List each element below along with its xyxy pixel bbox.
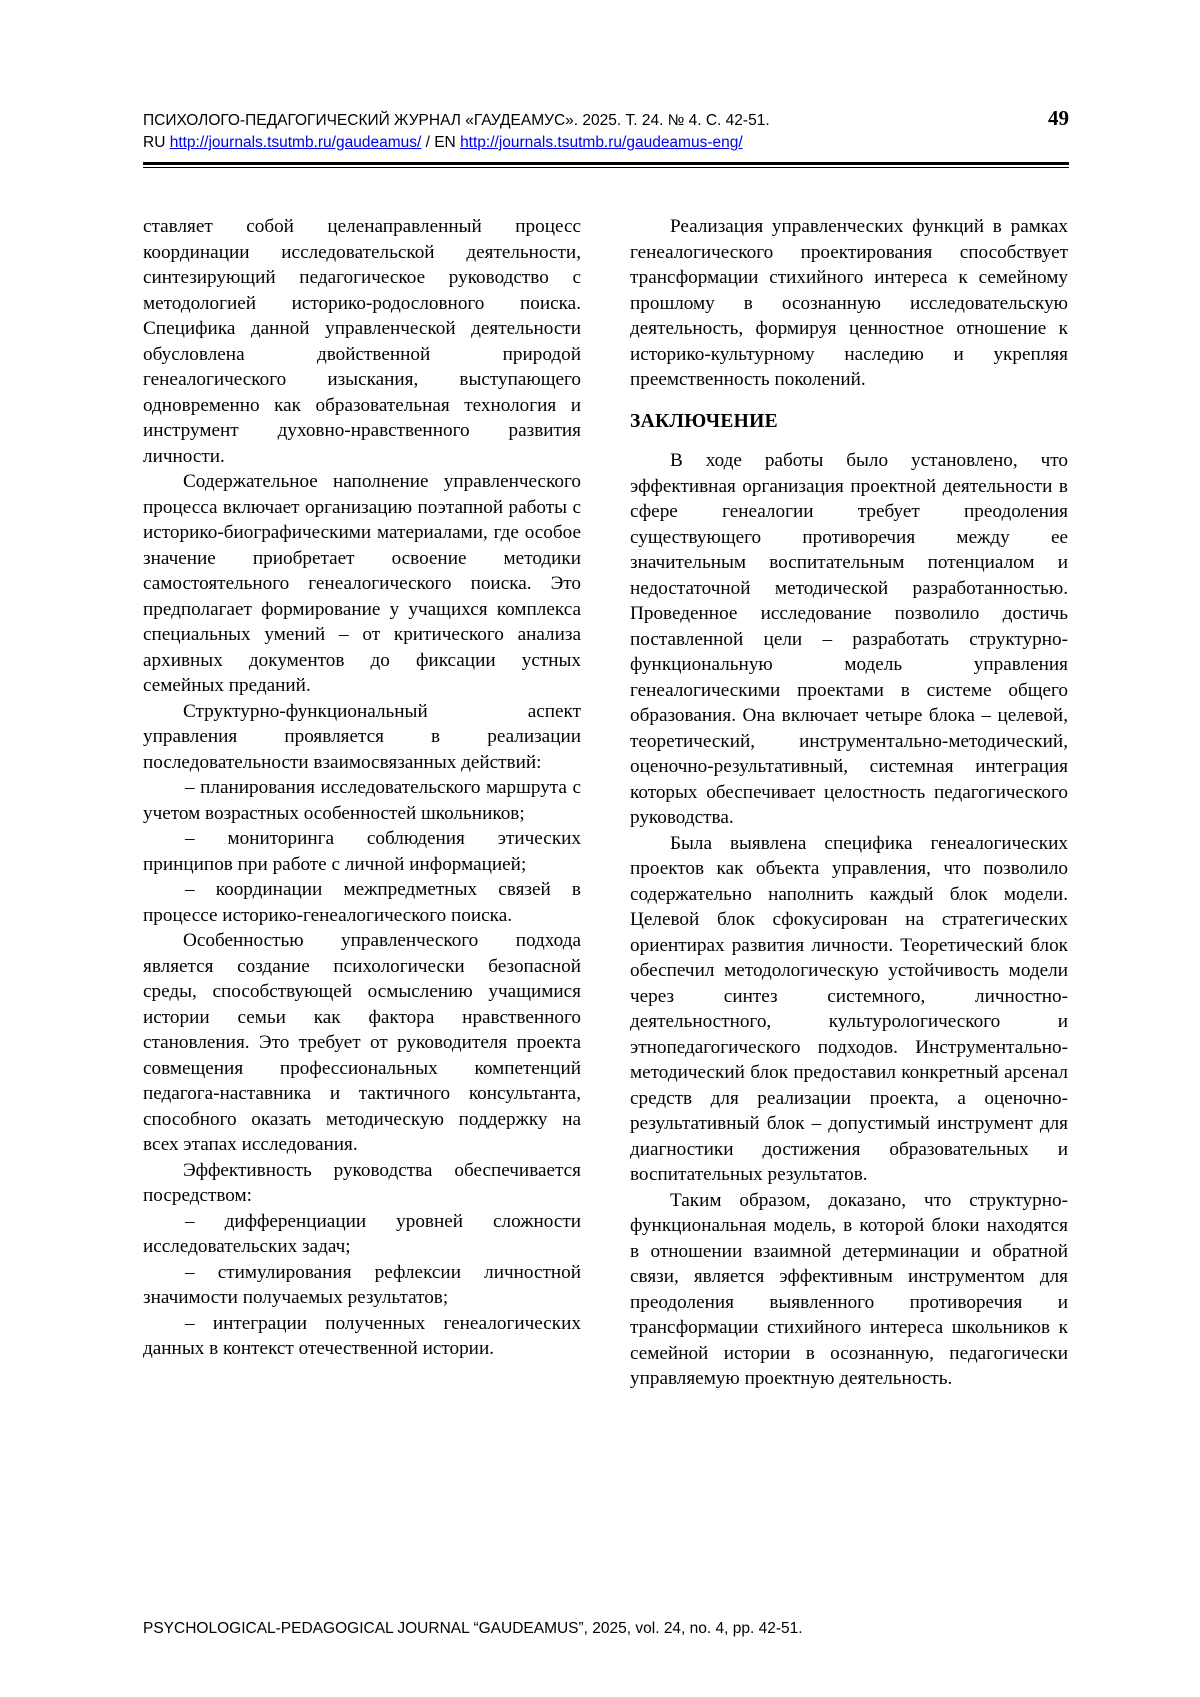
paragraph: Эффективность руководства обеспечивается посредством: bbox=[143, 1159, 581, 1206]
header-rule-thin bbox=[143, 167, 1069, 168]
paragraph: Содержательное наполнение управленческого процесса включает организацию поэтапной работы с историко-биографическими материалами, где особое значение приобретает освоение методики самостоятельного генеалогического поиска. Это предполагает формирование у учащихся комплекса специальных умений – от критического анализа архивных документов до фиксации устных семейных преданий. bbox=[143, 471, 581, 696]
paragraph: Реализация управленческих функций в рамках генеалогического проектирования способствует трансформации стихийного интереса к семейному прошлому в осознанную исследовательскую деятельность, формируя ценностное отношение к историко-культурному наследию и укрепляя преемственность поколений. bbox=[630, 216, 1068, 390]
en-link[interactable]: http://journals.tsutmb.ru/gaudeamus-eng/ bbox=[460, 134, 743, 151]
journal-title: ПСИХОЛОГО-ПЕДАГОГИЧЕСКИЙ ЖУРНАЛ «ГАУДЕАМУС». 2025. Т. 24. № 4. С. 42-51. bbox=[143, 112, 770, 129]
paragraph: Структурно-функциональный аспект управления проявляется в реализации последовательности взаимосвязанных действий: bbox=[143, 700, 581, 773]
paragraph: В ходе работы было установлено, что эффективная организация проектной деятельности в сфере генеалогии требует преодоления существующего противоречия между ее значительным воспитательным потенциалом и недостаточной методической разработанностью. Проведенное исследование позволило достичь поставленной цели – разработать структурно-функциональную модель управления генеалогическими проектами в системе общего образования. Она включает четыре блока – целевой, теоретический, инструментально-методический, оценочно-результативный, системная интеграция которых обеспечивает целостность педагогического руководства. bbox=[630, 450, 1068, 828]
paragraph: ставляет собой целенаправленный процесс координации исследовательской деятельности, синтезирующий педагогическое руководство с методологией историко-родословного поиска. Специфика данной управленческой деятельности обусловлена двойственной природой генеалогического изыскания, выступающего одновременно как образовательная технология и инструмент духовно-нравственного развития личности. bbox=[143, 216, 581, 467]
ru-link[interactable]: http://journals.tsutmb.ru/gaudeamus/ bbox=[169, 134, 422, 151]
journal-links bbox=[143, 132, 1069, 154]
paragraph: Таким образом, доказано, что структурно-функциональная модель, в которой блоки находятся в отношении взаимной детерминации и обратной связи, является эффективным инструментом для преодоления выявленного противоречия и трансформации стихийного интереса школьников к семейной истории в осознанную, педагогически управляемую проектную деятельность. bbox=[630, 1189, 1068, 1389]
ru-prefix: RU bbox=[143, 134, 166, 151]
running-header bbox=[143, 106, 1069, 154]
left-column bbox=[143, 214, 581, 1362]
list-item: – планирования исследовательского маршрута с учетом возрастных особенностей школьников; bbox=[143, 777, 581, 824]
paragraph: Была выявлена специфика генеалогических проектов как объекта управления, что позволило содержательно наполнить каждый блок модели. Целевой блок сфокусирован на стратегических ориентирах развития личности. Теоретический блок обеспечил методологическую устойчивость модели через синтез системного, личностно-деятельностного, культурологического и этнопедагогического подходов. Инструментально-методический блок предоставил конкретный арсенал средств для реализации проекта, а оценочно-результативный блок – допустимый инструмент для диагностики достижения образовательных и воспитательных результатов. bbox=[630, 832, 1068, 1185]
header-rule-thick bbox=[143, 162, 1069, 165]
link-separator: / EN bbox=[421, 134, 461, 151]
section-heading: ЗАКЛЮЧЕНИЕ bbox=[630, 410, 778, 432]
footer-citation: PSYCHOLOGICAL-PEDAGOGICAL JOURNAL “GAUDEAMUS”, 2025, vol. 24, no. 4, pp. 42-51. bbox=[143, 1620, 803, 1637]
list-item: – дифференциации уровней сложности исследовательских задач; bbox=[143, 1210, 581, 1257]
list-item: – мониторинга соблюдения этических принципов при работе с личной информацией; bbox=[143, 828, 581, 875]
right-column bbox=[630, 214, 1068, 1392]
list-item: – координации межпредметных связей в процессе историко-генеалогического поиска. bbox=[143, 879, 581, 926]
page-number: 49 bbox=[1048, 106, 1069, 130]
paragraph: Особенностью управленческого подхода является создание психологически безопасной среды, способствующей осмыслению учащимися истории семьи как фактора нравственного становления. Это требует от руководителя проекта совмещения профессиональных компетенций педагога-наставника и тактичного консультанта, способного оказать методическую поддержку на всех этапах исследования. bbox=[143, 930, 581, 1155]
list-item: – интеграции полученных генеалогических данных в контекст отечественной истории. bbox=[143, 1312, 581, 1359]
list-item: – стимулирования рефлексии личностной значимости получаемых результатов; bbox=[143, 1261, 581, 1308]
